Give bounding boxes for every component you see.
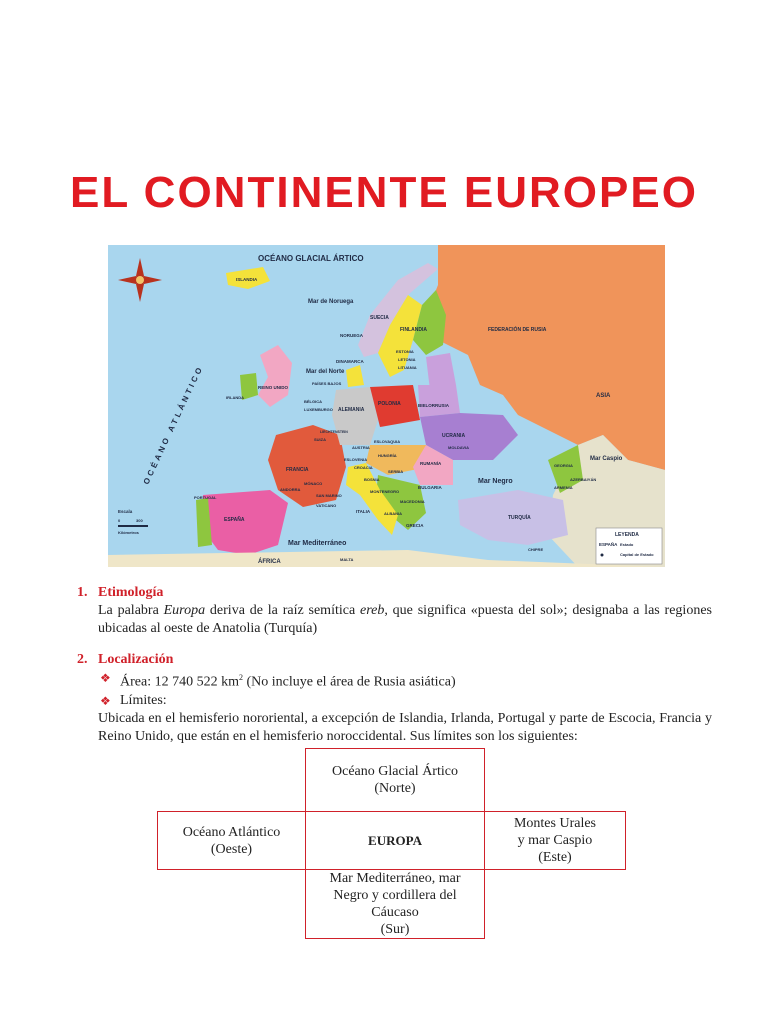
country-label: MALTA <box>340 557 354 562</box>
country-label: MONTENEGRO <box>370 489 400 494</box>
country-label: LUXEMBURGO <box>304 407 333 412</box>
limits-text: Límites: <box>120 692 167 708</box>
country-label: LIECHTENSTEIN <box>320 430 348 434</box>
country-label: MOLDAVIA <box>448 445 470 450</box>
country-label: ALEMANIA <box>338 407 365 413</box>
country-label: DINAMARCA <box>336 359 364 364</box>
legend-country: ESPAÑA <box>599 542 618 547</box>
country-label: ANDORRA <box>280 487 301 492</box>
country-label: ISLANDIA <box>236 277 258 282</box>
text: deriva de la raíz semítica <box>205 603 360 618</box>
legend-capital: Capital de Estado <box>620 552 654 557</box>
country-label: MACEDONIA <box>400 499 425 504</box>
country-label: FEDERACIÓN DE RUSIA <box>488 327 547 333</box>
text: , que significa «puesta del sol»; designaba a las regiones ubicadas al oeste de Anatolia (Turquía) <box>98 603 712 636</box>
bullet-area <box>98 669 712 692</box>
country-label: SERBIA <box>388 469 404 474</box>
country-label: AUSTRIA <box>352 445 370 450</box>
limit-west: Océano Atlántico (Oeste) <box>157 811 306 870</box>
country-label: UCRANIA <box>442 433 466 439</box>
country-label: CHIPRE <box>528 547 544 552</box>
country-label: LITUANIA <box>398 365 417 370</box>
country-label: LETONIA <box>398 357 416 362</box>
text: La palabra <box>98 603 164 618</box>
limit-center: EUROPA <box>305 811 485 870</box>
section-location-heading <box>77 651 712 669</box>
sea-north-label: Mar del Norte <box>306 369 345 375</box>
map-legend <box>596 528 662 564</box>
country-label: BÉLGICA <box>304 399 322 404</box>
section-number: 2. <box>77 652 88 667</box>
europe-map <box>108 245 665 567</box>
country-label: IRLANDA <box>226 395 244 400</box>
country-label: ITALIA <box>356 509 371 514</box>
ocean-arctic-label: OCÉANO GLACIAL ÁRTICO <box>258 254 364 263</box>
country-label: ESTONIA <box>396 349 414 354</box>
country-label: NORUEGA <box>340 333 364 338</box>
country-label: RUMANÍA <box>420 461 442 466</box>
country-label: GEORGIA <box>554 463 573 468</box>
sea-norway-label: Mar de Noruega <box>308 299 354 305</box>
bullet-limits <box>98 692 712 710</box>
country-label: ARMENIA <box>554 485 573 490</box>
country-label: AZERBAIYÁN <box>570 477 597 482</box>
ocean-atlantic-label: OCÉANO ATLÁNTICO <box>141 363 206 486</box>
country-label: POLONIA <box>378 401 401 407</box>
scale-zero: 0 <box>118 518 121 523</box>
country-label: SUIZA <box>314 437 326 442</box>
diamond-bullet-icon: ❖ <box>100 693 111 708</box>
country-label: BOSNIA <box>364 477 380 482</box>
scale-label: Escala <box>118 509 133 514</box>
section-etymology <box>77 584 712 638</box>
sea-black-label: Mar Negro <box>478 478 513 485</box>
country-label: FINLANDIA <box>400 327 427 333</box>
emphasis-europa: Europa <box>163 603 206 618</box>
section-heading: Localización <box>98 652 174 667</box>
country-label: ESLOVAQUIA <box>374 439 401 444</box>
etymology-paragraph <box>98 602 712 638</box>
section-location <box>77 651 712 746</box>
country-label: ALBANIA <box>384 511 402 516</box>
limit-north: Océano Glacial Ártico (Norte) <box>305 748 485 812</box>
country-label: VATICANO <box>316 503 337 508</box>
emphasis-ereb: ereb <box>360 603 385 618</box>
area-text: Área: 12 740 522 km <box>120 674 239 690</box>
diamond-bullet-icon: ❖ <box>100 671 111 685</box>
africa-label: ÁFRICA <box>258 559 281 565</box>
country-label: FRANCIA <box>286 467 309 473</box>
country-label: GRECIA <box>406 523 424 528</box>
area-note: (No incluye el área de Rusia asiática) <box>242 674 456 690</box>
limit-south: Mar Mediterráneo, mar Negro y cordillera del Cáucaso (Sur) <box>305 869 485 939</box>
scale-km: Kilómetros <box>118 530 139 535</box>
country-label: HUNGRÍA <box>378 453 397 458</box>
page-title: EL CONTINENTE EUROPEO <box>70 168 698 217</box>
country-label: BULGARIA <box>418 485 442 490</box>
section-etymology-heading <box>77 584 712 602</box>
country-label: CROACIA <box>354 465 373 470</box>
country-label: SUECIA <box>370 315 389 321</box>
country-label: BIELORRUSIA <box>418 403 450 408</box>
section-heading: Etimología <box>98 585 164 600</box>
country-label: PAÍSES BAJOS <box>312 381 342 386</box>
sea-caspian-label: Mar Caspio <box>590 456 623 462</box>
country-label: REINO UNIDO <box>258 385 289 390</box>
limit-east: Montes Urales y mar Caspio (Este) <box>484 811 626 870</box>
country-label: SAN MARINO <box>316 493 342 498</box>
area-superscript: 2 <box>238 673 243 682</box>
country-label: MÓNACO <box>304 481 323 486</box>
section-number: 1. <box>77 585 88 600</box>
scale-max: 300 <box>136 518 143 523</box>
asia-label: ASIA <box>596 393 611 399</box>
legend-title: LEYENDA <box>615 532 639 538</box>
country-label: PORTUGAL <box>194 495 217 500</box>
country-label: ESLOVENIA <box>344 457 368 462</box>
country-label: TURQUÍA <box>508 515 531 521</box>
legend-state: Estado <box>620 542 634 547</box>
country-label: ESPAÑA <box>224 517 245 523</box>
location-paragraph: Ubicada en el hemisferio nororiental, a excepción de Islandia, Irlanda, Portugal y parte de Escocia, Francia y Reino Unido, que están en el hemisferio noroccidental. Sus límites son los siguientes: <box>98 710 712 744</box>
sea-med-label: Mar Mediterráneo <box>288 540 347 547</box>
